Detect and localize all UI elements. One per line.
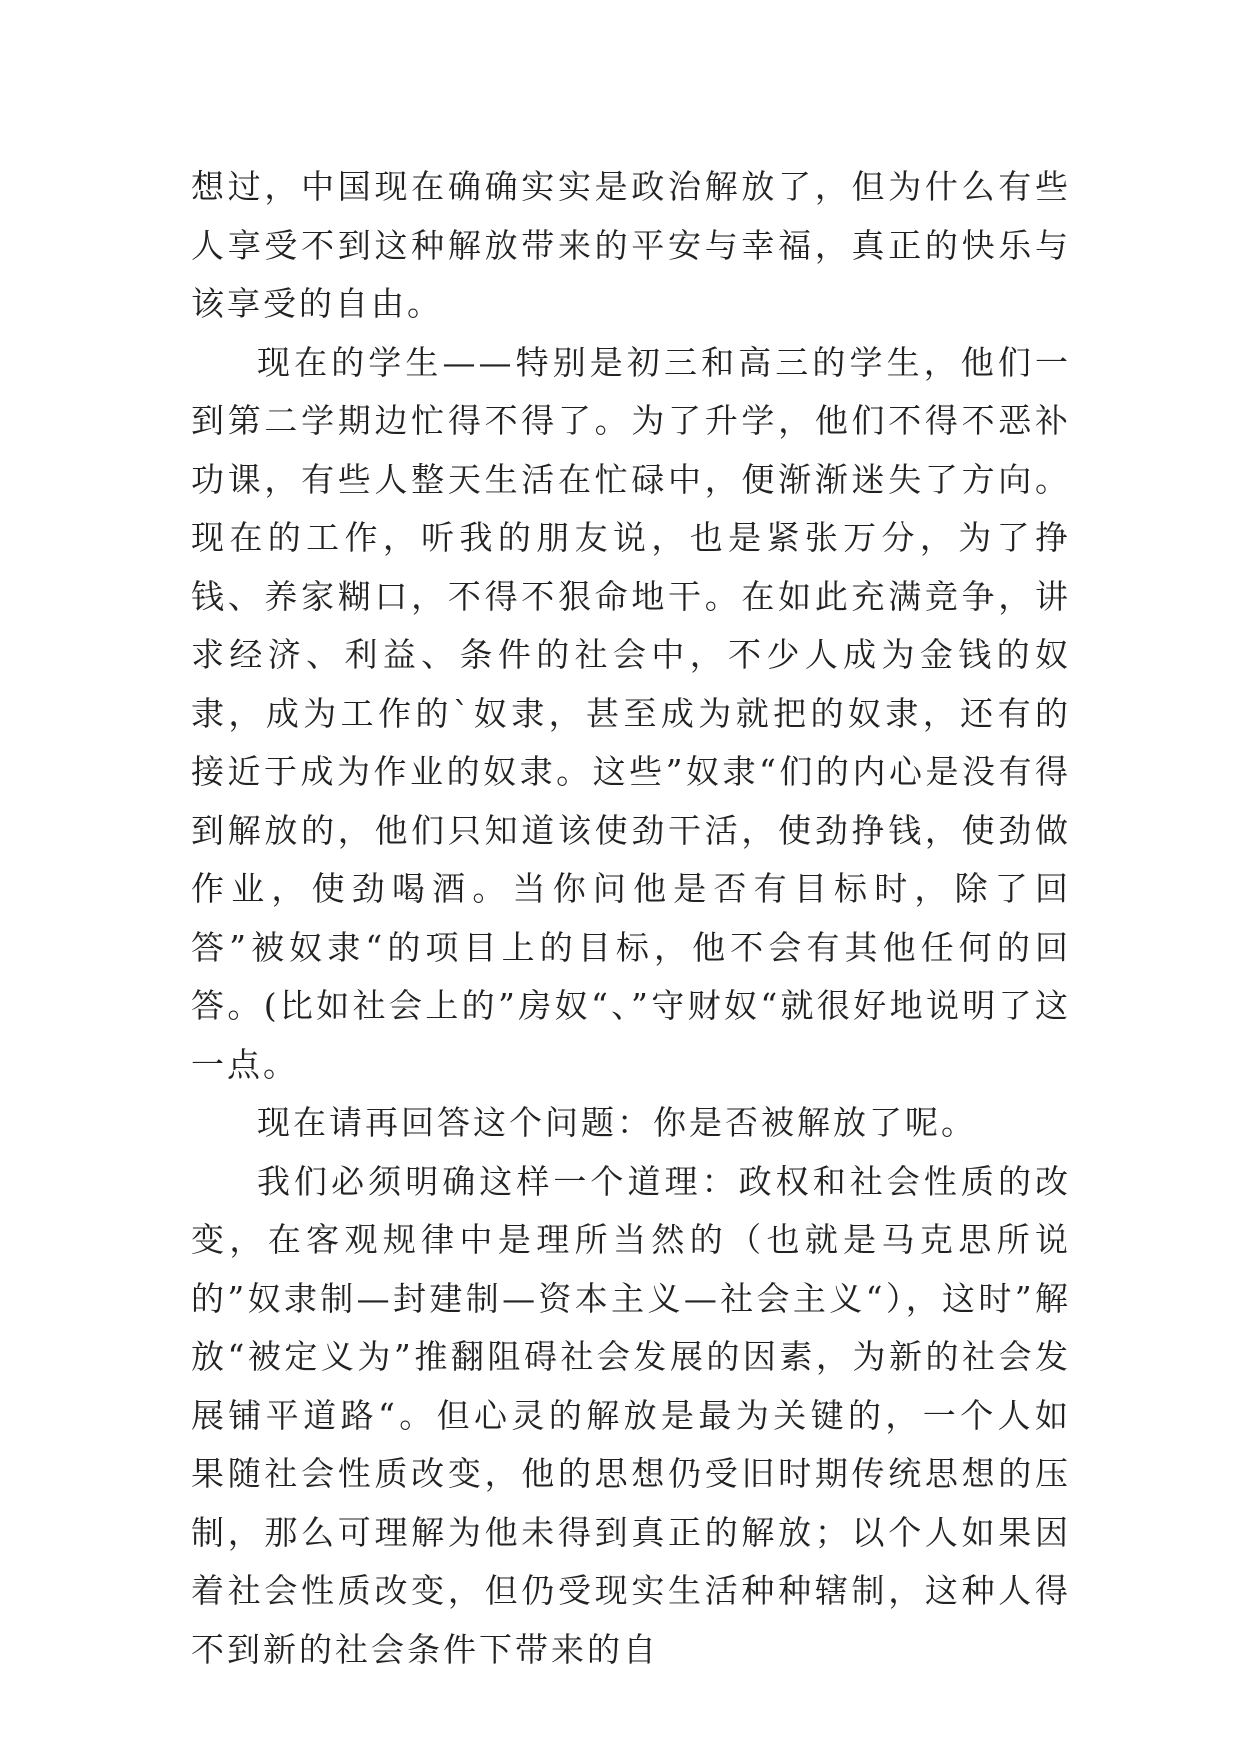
paragraph-4: 我们必须明确这样一个道理：政权和社会性质的改变，在客观规律中是理所当然的（也就是马克思所说的”奴隶制—封建制—资本主义—社会主义“），这时”解放“被定义为”推翻阻碍社会发展的因素，为新的社会发展铺平道路“。但心灵的解放是最为关键的，一个人如果随社会性质改变，他的思想仍受旧时期传统思想的压制，那么可理解为他未得到真正的解放；以个人如果因着社会性质改变，但仍受现实生活种种辖制，这种人得不到新的社会条件下带来的自 [191,1161,1071,1669]
paragraph-2: 现在的学生——特别是初三和高三的学生，他们一到第二学期边忙得不得了。为了升学，他们不得不恶补功课，有些人整天生活在忙碌中，便渐渐迷失了方向。现在的工作，听我的朋友说，也是紧张万分，为了挣钱、养家糊口，不得不狠命地干。在如此充满竞争，讲求经济、利益、条件的社会中，不少人成为金钱的奴隶，成为工作的`奴隶，甚至成为就把的奴隶，还有的接近于成为作业的奴隶。这些”奴隶“们的内心是没有得到解放的，他们只知道该使劲干活，使劲挣钱，使劲做作业，使劲喝酒。当你问他是否有目标时，除了回答”被奴隶“的项目上的目标，他不会有其他任何的回答。(比如社会上的”房奴“、”守财奴“就很好地说明了这一点。 [191,342,1071,1084]
paragraph-3: 现在请再回答这个问题：你是否被解放了呢。 [257,1103,977,1142]
body-text [191,158,1071,1679]
paragraph-1: 想过，中国现在确确实实是政治解放了，但为什么有些人享受不到这种解放带来的平安与幸福，真正的快乐与该享受的自由。 [191,167,1071,323]
